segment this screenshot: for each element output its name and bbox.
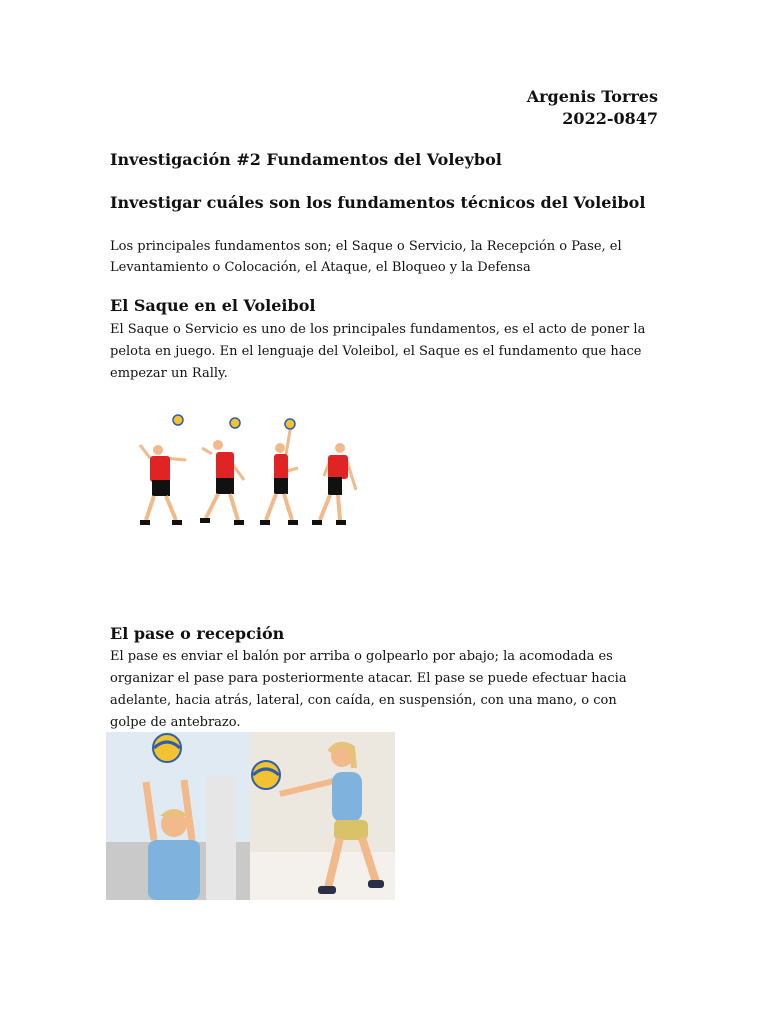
intro-paragraph: Los principales fundamentos son; el Saque o Servicio, la Recepción o Pase, el Levantamiento o Colocación, el Ataque, el Bloqueo y la Defensa: [110, 239, 622, 275]
serve-player-2: [200, 418, 244, 525]
author-block: [527, 86, 658, 130]
pass-reception-illustration: [106, 732, 395, 900]
section-heading-pase: El pase o recepción: [110, 624, 285, 643]
serve-player-1: [140, 415, 186, 525]
document-subtitle: Investigar cuáles son los fundamentos técnicos del Voleibol: [110, 193, 646, 212]
section-heading-saque: El Saque en el Voleibol: [110, 296, 316, 315]
author-name: Argenis Torres: [526, 87, 658, 106]
author-id: 2022-0847: [562, 109, 658, 128]
serve-player-3: [260, 419, 298, 525]
serve-player-4: [312, 443, 356, 525]
section-body-saque: El Saque o Servicio es uno de los principales fundamentos, es el acto de poner la pelota en juego. En el lenguaje del Voleibol, el Saque es el fundamento que hace empezar un Rally.: [110, 322, 646, 381]
document-title: Investigación #2 Fundamentos del Voleybol: [110, 150, 502, 169]
section-body-pase: El pase es enviar el balón por arriba o golpearlo por abajo; la acomodada es organizar el pase para posteriormente atacar. El pase se puede efectuar hacia adelante, hacia atrás, lateral, con caída, en suspensión, con una mano, o con golpe de antebrazo.: [110, 649, 627, 730]
serve-sequence-illustration: [120, 400, 380, 560]
